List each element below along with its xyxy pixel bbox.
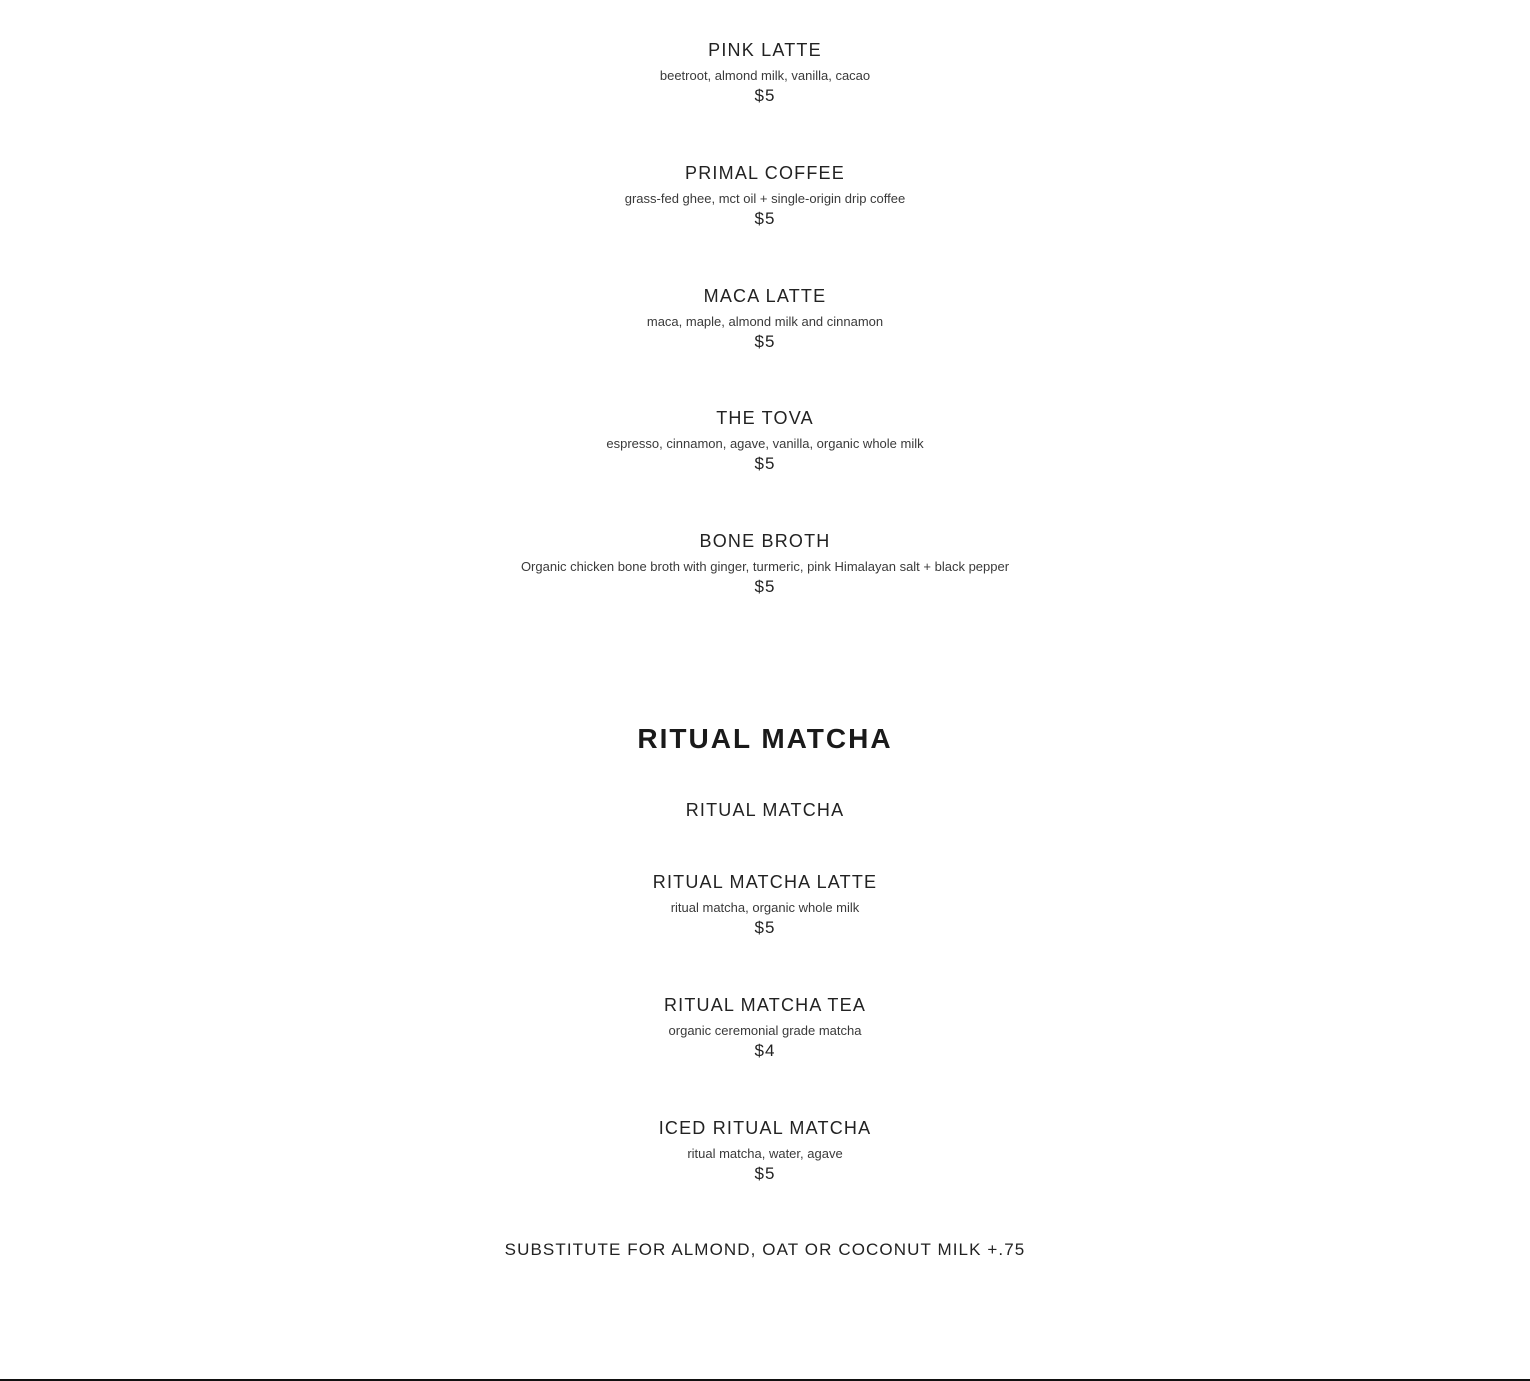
- item-description: Organic chicken bone broth with ginger, turmeric, pink Himalayan salt + black pepper: [520, 559, 1010, 574]
- item-price: $5: [754, 1164, 776, 1183]
- item-price: $5: [754, 918, 776, 937]
- item-description: beetroot, almond milk, vanilla, cacao: [659, 68, 871, 83]
- menu-item-pink-latte: [0, 39, 1530, 106]
- item-name: MACA LATTE: [703, 286, 827, 306]
- subheading-label: RITUAL MATCHA: [685, 800, 845, 820]
- item-price: $5: [754, 332, 776, 351]
- item-name: ICED RITUAL MATCHA: [658, 1118, 872, 1138]
- item-name: THE TOVA: [716, 408, 814, 428]
- menu-item-ritual-matcha-latte: [0, 871, 1530, 938]
- item-name: RITUAL MATCHA LATTE: [652, 872, 878, 892]
- substitute-note: SUBSTITUTE FOR ALMOND, OAT OR COCONUT MILK +.75: [504, 1240, 1026, 1259]
- item-description: espresso, cinnamon, agave, vanilla, organic whole milk: [606, 436, 924, 451]
- item-description: maca, maple, almond milk and cinnamon: [646, 314, 884, 329]
- item-price: $5: [754, 454, 776, 473]
- item-description: organic ceremonial grade matcha: [668, 1023, 862, 1038]
- section-title: RITUAL MATCHA: [637, 723, 893, 754]
- menu-item-maca-latte: [0, 285, 1530, 352]
- menu-item-the-tova: [0, 407, 1530, 474]
- item-price: $5: [754, 209, 776, 228]
- section-subheading: [0, 799, 1530, 821]
- menu-item-primal-coffee: [0, 162, 1530, 229]
- menu-item-ritual-matcha-tea: [0, 994, 1530, 1061]
- item-price: $5: [754, 577, 776, 596]
- menu-item-iced-ritual-matcha: [0, 1117, 1530, 1184]
- item-description: ritual matcha, organic whole milk: [670, 900, 860, 915]
- item-name: PRIMAL COFFEE: [685, 163, 845, 183]
- item-price: $5: [754, 86, 776, 105]
- item-name: RITUAL MATCHA TEA: [663, 995, 867, 1015]
- item-name: PINK LATTE: [708, 40, 822, 60]
- item-description: grass-fed ghee, mct oil + single-origin drip coffee: [624, 191, 906, 206]
- item-price: $4: [754, 1041, 776, 1060]
- menu-item-bone-broth: [0, 530, 1530, 597]
- item-description: ritual matcha, water, agave: [687, 1146, 843, 1161]
- item-name: BONE BROTH: [699, 531, 831, 551]
